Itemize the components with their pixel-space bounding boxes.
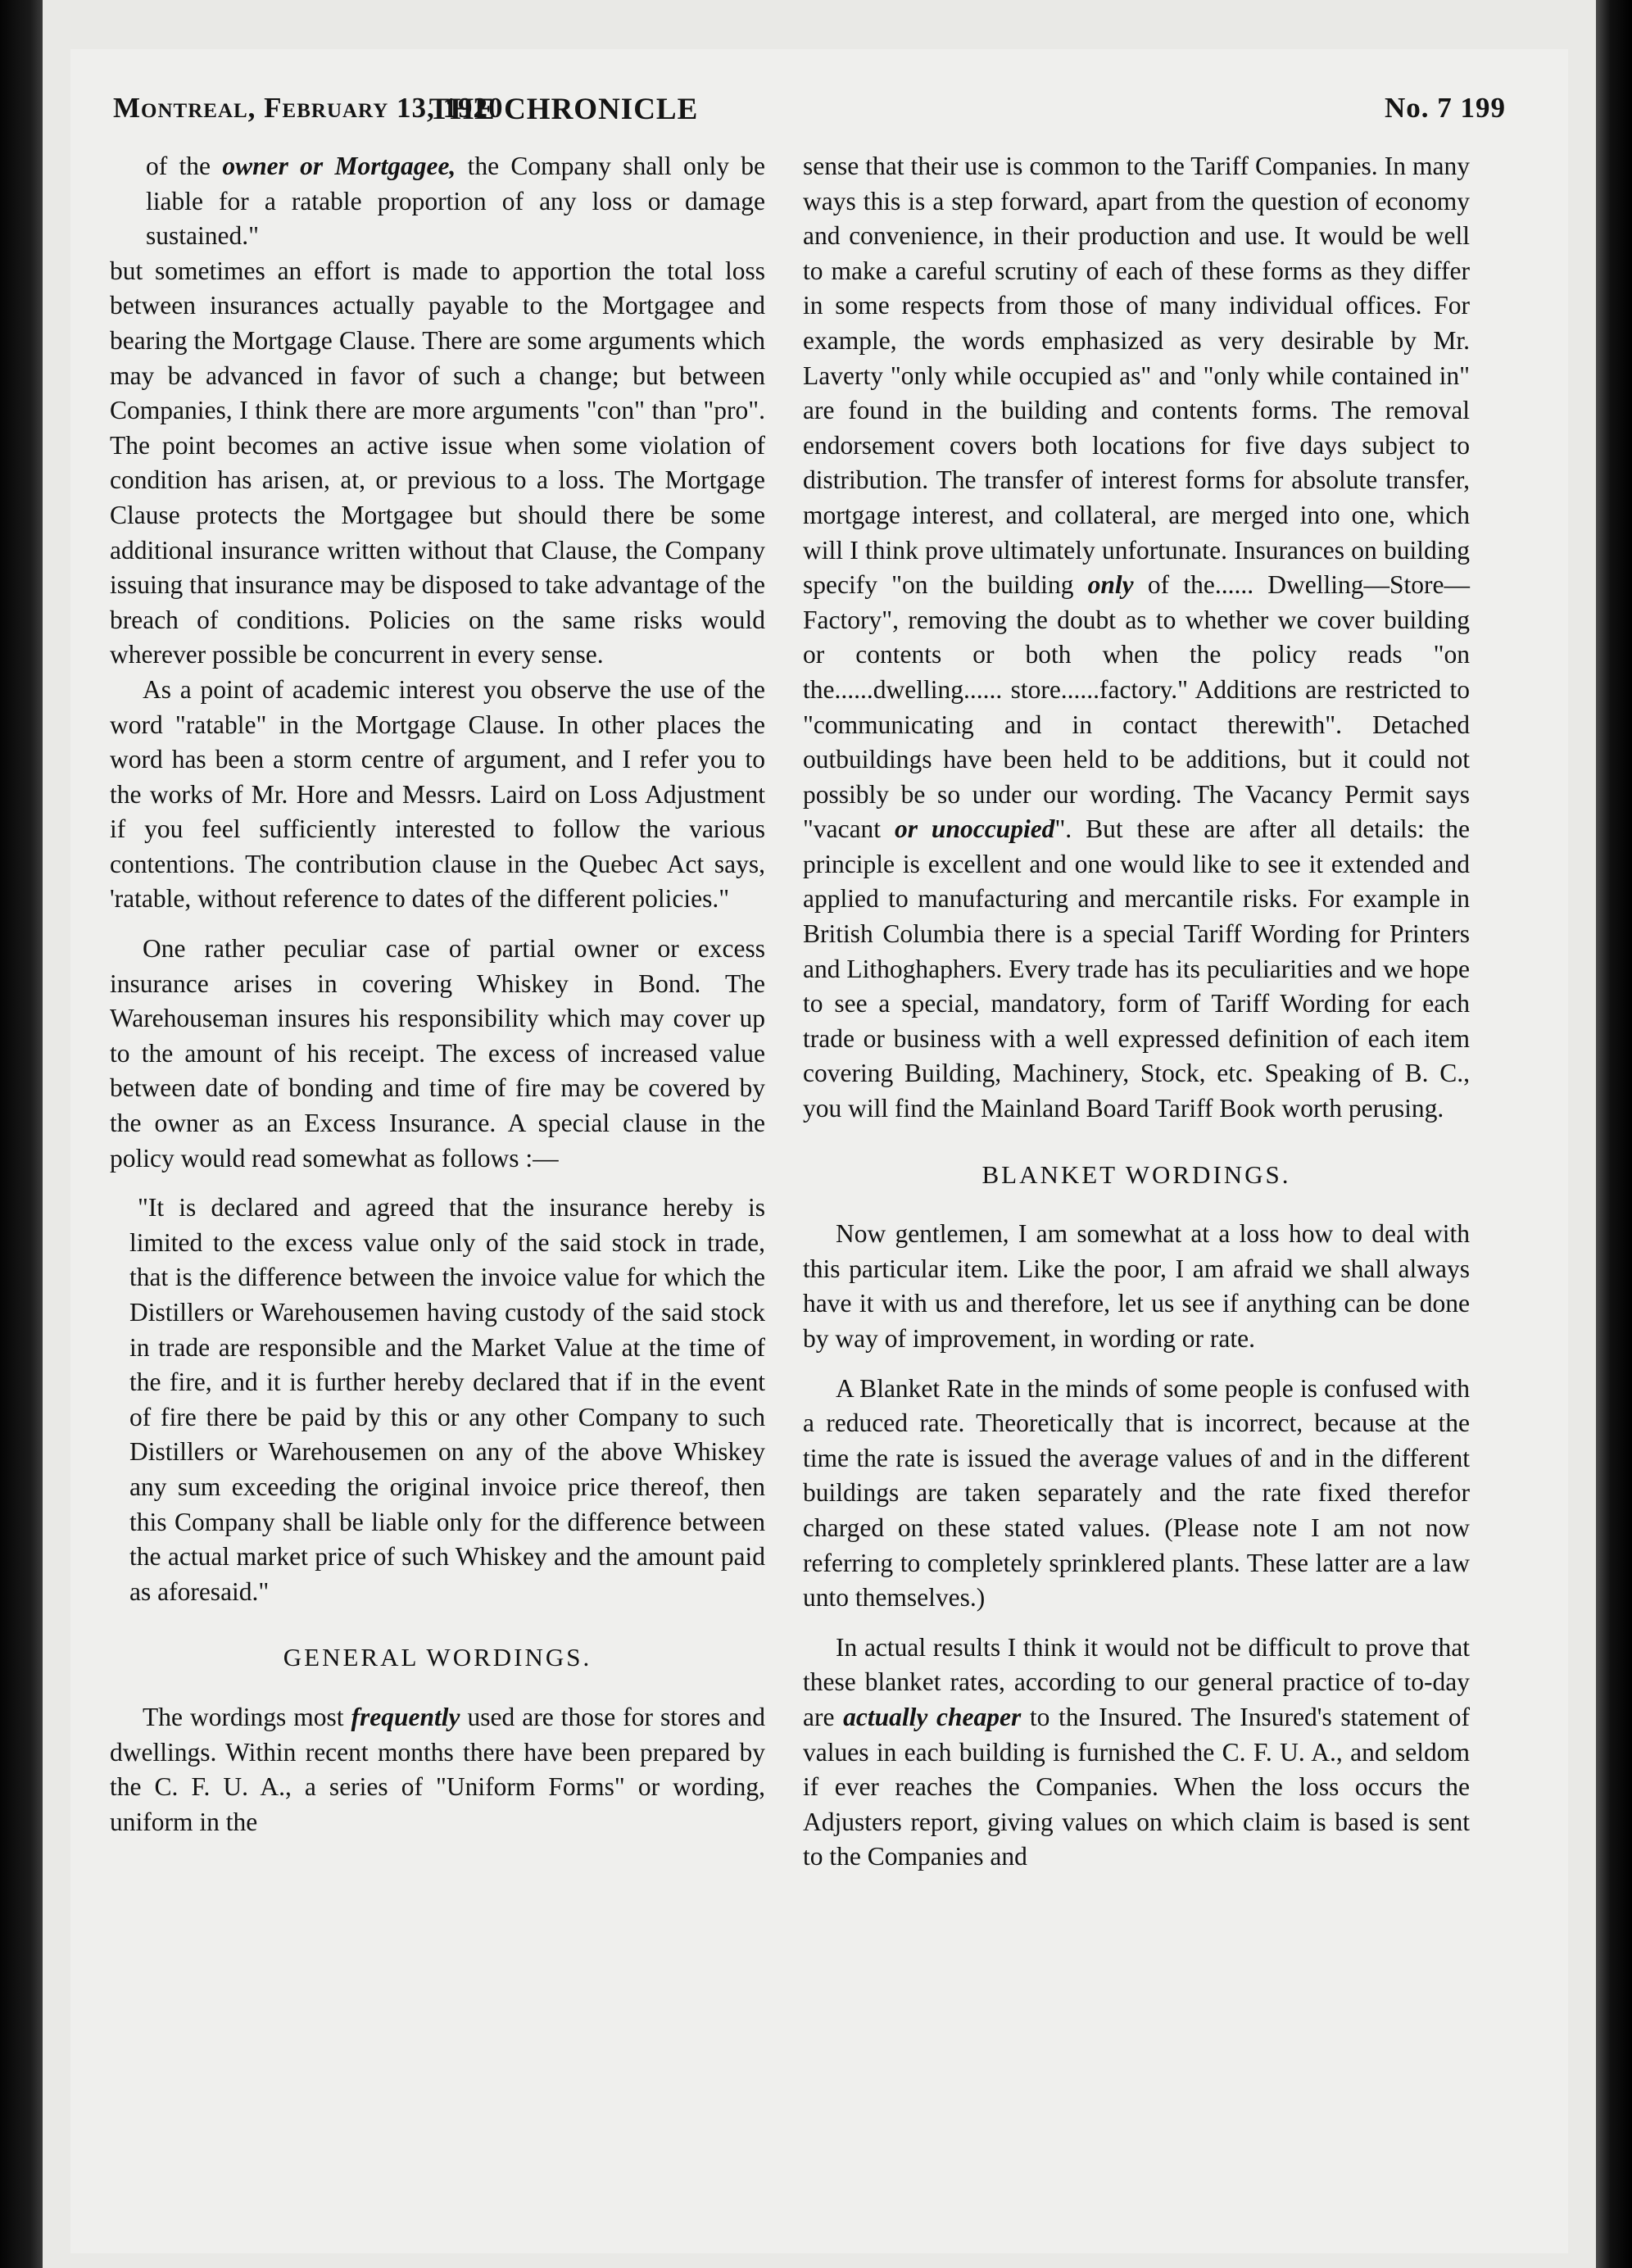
- left-column: [110, 149, 765, 1839]
- paragraph-text: sense that their use is common to the Tariff Companies. In many ways this is a step forward, apart from the question of economy and convenience, in their production and use. It would be well to make a careful scrutiny of each of these forms as they differ in some respects from those of many individual offices. For example, the words emphasized as very desirable by Mr. Laverty "only while occupied as" and "only while contained in" are found in the building and contents forms. The removal endorsement covers both locations for five days subject to distribution. The transfer of interest forms for absolute transfer, mortgage interest, and collateral, are merged into one, which will I think prove ultimately unfortunate. Insurances on building specify "on the building: [803, 152, 1470, 600]
- quote-text: of the: [146, 152, 223, 180]
- paragraph: [803, 149, 1470, 1127]
- whiskey-clause-quote: "It is declared and agreed that the insurance hereby is limited to the excess value only of the said stock in trade, that is the difference between the invoice value for which the Distillers or Warehousemen having custody of the said stock in trade are responsible and the Market Value at the time of the fire, and it is further hereby declared that if in the event of fire there be paid by this or any other Company to such Distillers or Warehousemen on any of the above Whiskey any sum exceeding the original invoice price thereof, then this Company shall be liable only for the difference between the actual market price of such Whiskey and the amount paid as aforesaid.": [129, 1193, 765, 1606]
- paragraph: Now gentlemen, I am somewhat at a loss how to deal with this particular item. Like the poor, I am afraid we shall always have it with us and therefore, let us see if anything can be done by way of improvement, in wording or rate.: [803, 1219, 1470, 1353]
- paragraph: A Blanket Rate in the minds of some people is confused with a reduced rate. Theoretically that is incorrect, because at the time the rate is issued the average values of and in the different buildings are taken separately and the rate fixed therefor charged on these stated values. (Please note I am not now referring to completely sprinklered plants. These latter are a law unto themselves.): [803, 1373, 1470, 1613]
- header-issue-page-number: No. 7 199: [1384, 92, 1506, 124]
- header-dateline: Montreal, February 13, 1920: [113, 92, 504, 124]
- page-edge-shadow: [1596, 0, 1632, 2268]
- paragraph-emphasis: actually cheaper: [843, 1702, 1022, 1731]
- journal-page: [70, 49, 1568, 2253]
- section-heading-general-wordings: GENERAL WORDINGS.: [283, 1643, 592, 1672]
- paragraph-emphasis: only: [1087, 570, 1134, 600]
- paragraph: [110, 1700, 765, 1839]
- paragraph-text: to the Insured. The Insured's statement of values in each building is furnished the C. F. U. A., and seldom if ever reaches the Companies. When the loss occurs the Adjusters report, giving values on which claim is based is sent to the Companies and: [803, 1702, 1470, 1871]
- book-binding-edge: [0, 0, 43, 2268]
- paragraph-text: used are those for stores and dwellings. Within recent months there have been prepared by the C. F. U. A., a series of "Uniform Forms" or wording, uniform in the: [110, 1702, 765, 1836]
- paragraph: As a point of academic interest you observe the use of the word "ratable" in the Mortgage Clause. In other places the word has been a storm centre of argument, and I refer you to the works of Mr. Hore and Messrs. Laird on Loss Adjustment if you feel sufficiently interested to follow the various contentions. The contribution clause in the Quebec Act says, 'ratable, without reference to dates of the different policies.": [110, 674, 765, 914]
- paragraph-text: The wordings most: [143, 1702, 351, 1731]
- paragraph: but sometimes an effort is made to apportion the total loss between insurances actually payable to the Mortgagee and bearing the Mortgage Clause. There are some arguments which may be advanced in favor of such a change; but between Companies, I think there are more arguments "con" than "pro". The point becomes an active issue when some violation of condition has arisen, at, or previous to a loss. The Mortgage Clause protects the Mortgagee but should there be some additional insurance written without that Clause, the Company issuing that insurance may be disposed to take advantage of the breach of conditions. Policies on the same risks would wherever possible be concurrent in every sense.: [110, 256, 765, 669]
- paragraph: [803, 1631, 1470, 1875]
- paragraph-text: ". But these are after all details: the principle is excellent and one would like to see it extended and applied to manufacturing and mercantile risks. For example in British Columbia there is a special Tariff Wording for Printers and Lithoghaphers. Every trade has its peculiarities and we hope to see a special, mandatory, form of Tariff Wording for each trade or business with a well expressed definition of each item covering Building, Machinery, Stock, etc. Speaking of B. C., you will find the Mainland Board Tariff Book worth perusing.: [803, 814, 1470, 1123]
- header-journal-title: THE CHRONICLE: [428, 93, 699, 126]
- quote-text: the Company shall only be liable for a ratable proportion of any loss or damage sustained.": [146, 152, 765, 251]
- mortgage-clause-quote-end: [110, 149, 765, 254]
- section-heading-blanket-wordings: BLANKET WORDINGS.: [981, 1159, 1291, 1189]
- paragraph-emphasis: or unoccupied: [894, 814, 1055, 844]
- paragraph-text: In actual results I think it would not be difficult to prove that these blanket rates, according to our general practice of to-day are: [803, 1632, 1470, 1731]
- running-head: [113, 92, 1506, 133]
- right-column: [803, 149, 1470, 1875]
- paragraph: One rather peculiar case of partial owner or excess insurance arises in covering Whiskey in Bond. The Warehouseman insures his responsibility which may cover up to the amount of his receipt. The excess of increased value between date of bonding and time of fire may be covered by the owner as an Excess Insurance. A special clause in the policy would read somewhat as follows :—: [110, 934, 765, 1173]
- quote-emphasis: owner or Mortgagee,: [222, 152, 456, 180]
- paragraph-emphasis: frequently: [351, 1702, 460, 1731]
- paragraph-text: of the...... Dwelling—Store—Factory", removing the doubt as to whether we cover building or contents or both when the policy reads "on the......dwelling...... store......factory." Additions are restricted to "communicating and in contact therewith". Detached outbuildings have been held to be additions, but it could not possibly be so under our wording. The Vacancy Permit says "vacant: [803, 570, 1470, 844]
